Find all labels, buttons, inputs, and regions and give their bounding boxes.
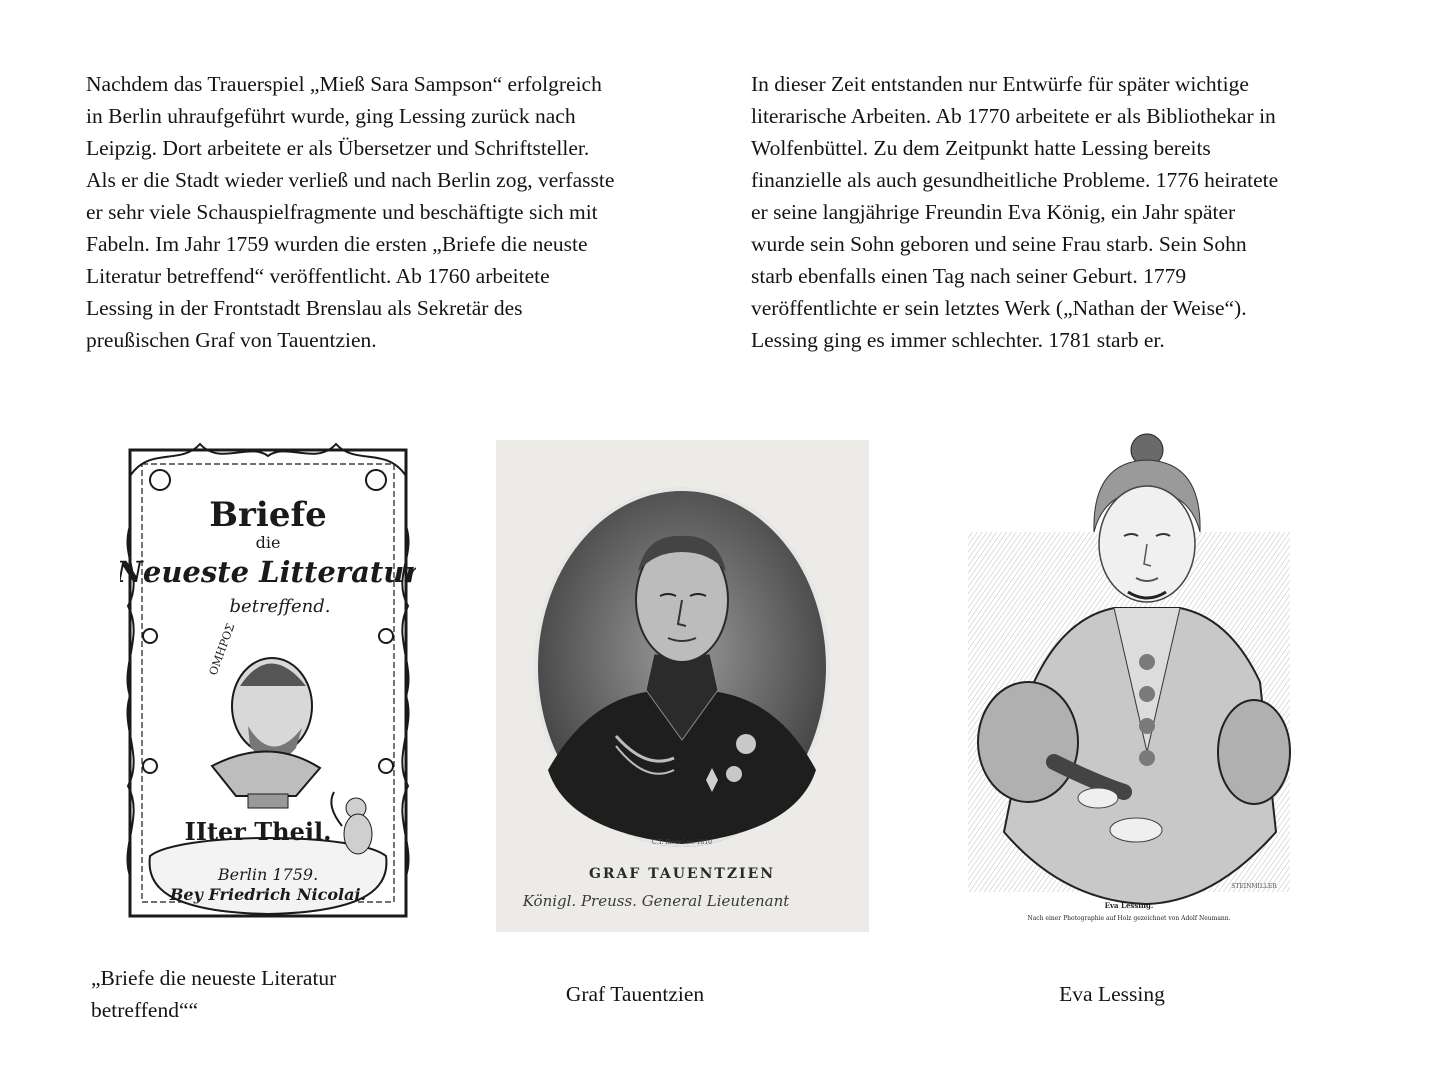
paragraph-right <box>751 68 1371 356</box>
title-line-4: betreffend. <box>229 596 331 617</box>
text-line: Literatur betreffend“ veröffentlicht. Ab 1760 arbeitete <box>86 264 550 288</box>
caption-line: betreffend““ <box>91 998 199 1022</box>
text-line: Wolfenbüttel. Zu dem Zeitpunkt hatte Lessing bereits <box>751 136 1211 160</box>
caption-line: „Briefe die neueste Literatur <box>91 966 337 990</box>
part-label: IIter Theil. <box>184 817 332 846</box>
title-page-engraving <box>120 436 416 928</box>
caption-eva-lessing: Eva Lessing <box>1059 982 1165 1006</box>
engraving-credit: Nach einer Photographie auf Holz gezeichnet von Adolf Neumann. <box>1027 915 1231 922</box>
imprint-place: Berlin 1759. <box>217 865 319 884</box>
text-line: Leipzig. Dort arbeitete er als Übersetzer und Schriftsteller. <box>86 136 590 160</box>
text-line: Lessing in der Frontstadt Brenslau als Sekretär des <box>86 296 523 320</box>
text-line: Lessing ging es immer schlechter. 1781 starb er. <box>751 328 1165 352</box>
text-line: Fabeln. Im Jahr 1759 wurden die ersten „Briefe die neuste <box>86 232 588 256</box>
text-line: preußischen Graf von Tauentzien. <box>86 328 377 352</box>
eva-lessing-engraving <box>964 432 1294 932</box>
title-line-1: Briefe <box>209 495 327 535</box>
text-line: in Berlin uhraufgeführt wurde, ging Lessing zurück nach <box>86 104 576 128</box>
text-line: finanzielle als auch gesundheitliche Probleme. 1776 heiratete <box>751 168 1279 192</box>
greek-inscription: ΟΜΗΡΟΣ <box>206 621 238 678</box>
caption-tauentzien: Graf Tauentzien <box>565 982 705 1006</box>
text-line: wurde sein Sohn geboren und seine Frau starb. Sein Sohn <box>751 232 1247 256</box>
homer-bust <box>212 658 320 808</box>
title-line-3: Neueste Litteratur <box>120 555 416 589</box>
text-line: er seine langjährige Freundin Eva König, ein Jahr später <box>751 200 1236 224</box>
text-line: In dieser Zeit entstanden nur Entwürfe für später wichtige <box>751 72 1249 96</box>
paragraph-left <box>86 68 701 356</box>
text-line: veröffentlichte er sein letztes Werk („Nathan der Weise“). <box>751 296 1247 320</box>
text-line: literarische Arbeiten. Ab 1770 arbeitete er als Bibliothekar in <box>751 104 1276 128</box>
text-line: er sehr viele Schauspielfragmente und beschäftigte sich mit <box>86 200 598 224</box>
title-page-illustration <box>120 436 416 928</box>
caption-title-page <box>91 962 421 1026</box>
portrait-title: Königl. Preuss. General Lieutenant <box>522 892 790 910</box>
engraver-credit: C.T. Riedel sc. 1810 <box>652 839 712 846</box>
eva-lessing-portrait <box>964 432 1294 932</box>
title-line-2: die <box>255 533 281 552</box>
imprint-publisher: Bey Friedrich Nicolai. <box>169 885 367 904</box>
tauentzien-engraving <box>496 440 869 932</box>
portrait-name: GRAF TAUENTZIEN <box>588 866 776 882</box>
text-line: starb ebenfalls einen Tag nach seiner Geburt. 1779 <box>751 264 1187 288</box>
text-line: Nachdem das Trauerspiel „Mieß Sara Sampson“ erfolgreich <box>86 72 602 96</box>
artist-signature: STEINMILLER <box>1231 883 1277 890</box>
tauentzien-portrait <box>496 440 869 932</box>
text-line: Als er die Stadt wieder verließ und nach Berlin zog, verfasste <box>86 168 615 192</box>
engraving-name: Eva Lessing. <box>1104 901 1154 910</box>
